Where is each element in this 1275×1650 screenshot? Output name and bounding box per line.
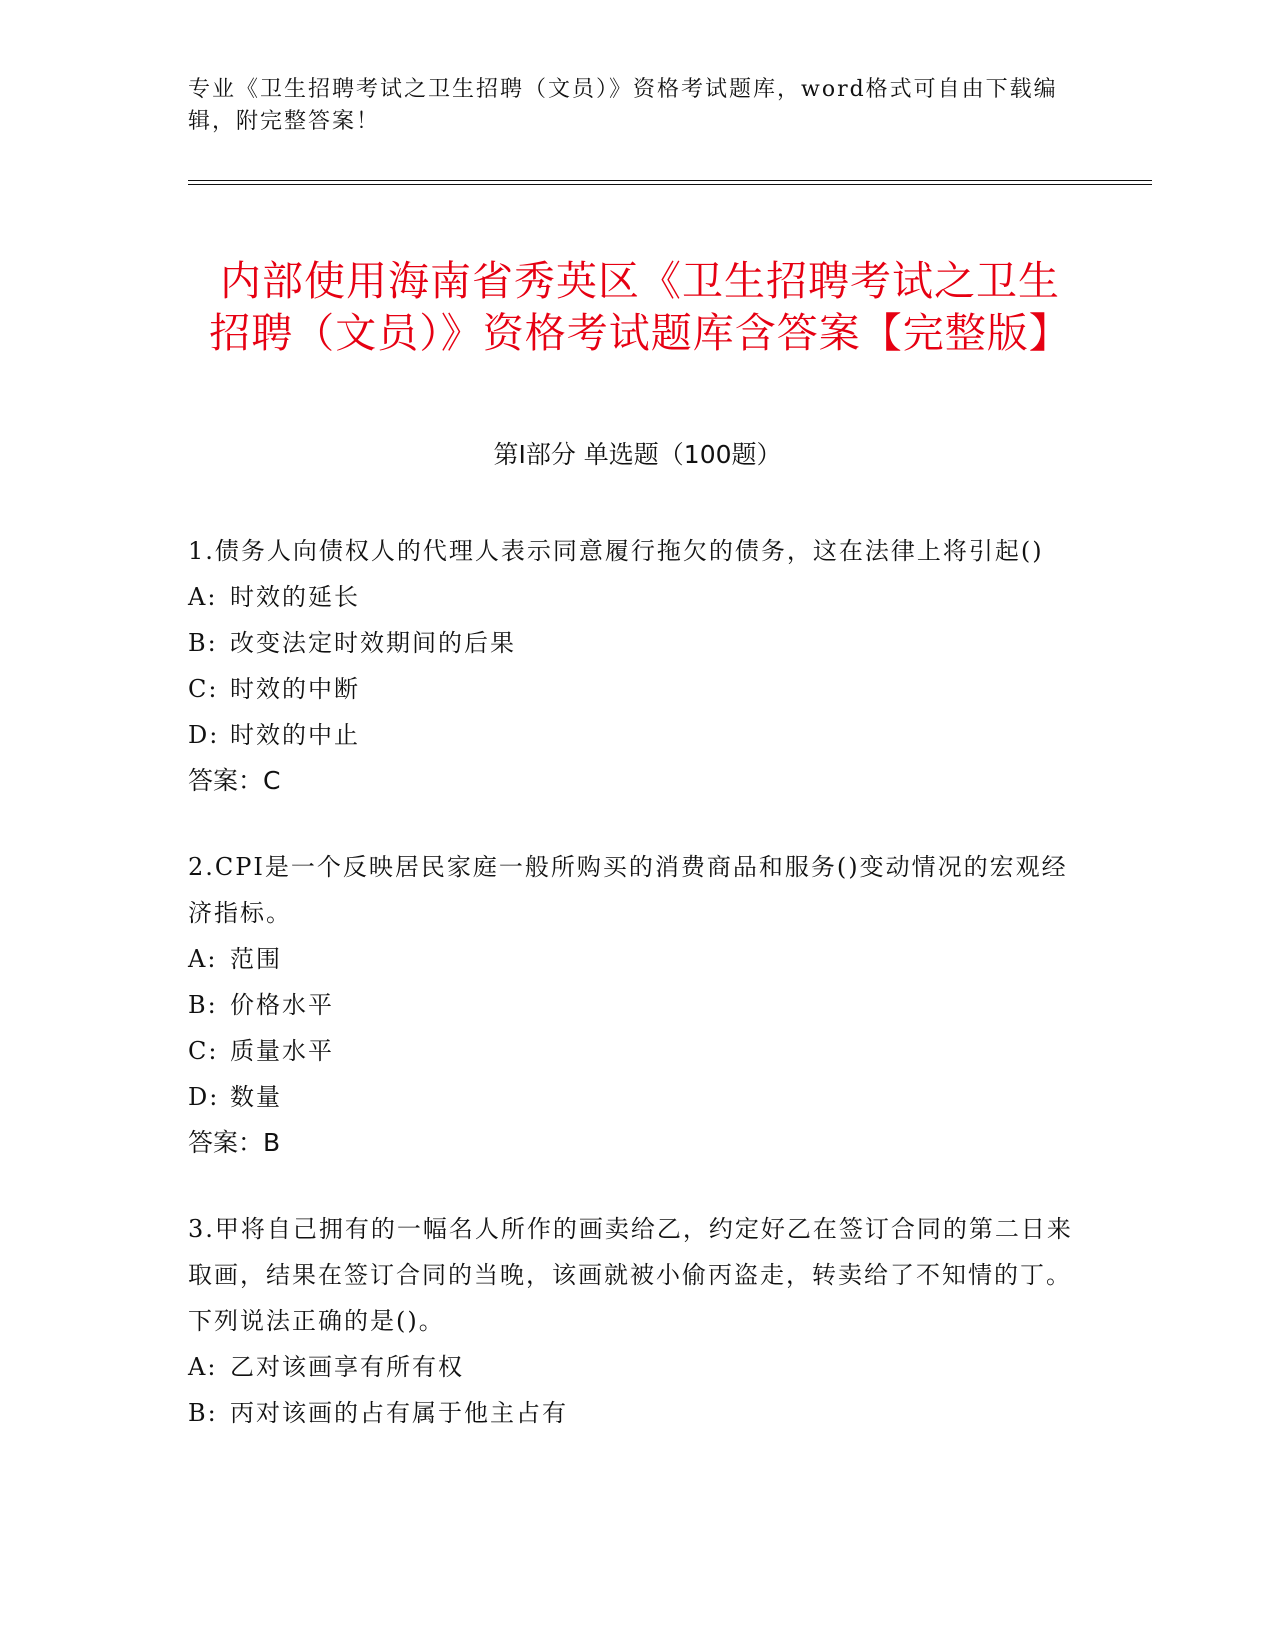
question-1 (188, 528, 1088, 804)
document-title: 内部使用海南省秀英区《卫生招聘考试之卫生招聘（文员）》资格考试题库含答案【完整版】 (209, 257, 1071, 358)
option-text: 改变法定时效期间的后果 (230, 629, 516, 657)
answer-prefix: 答案： (188, 766, 264, 795)
option-key: B: (188, 1399, 218, 1427)
option-text: 质量水平 (230, 1037, 334, 1065)
answer-line (188, 1120, 1088, 1166)
header-rule-top (188, 180, 1152, 181)
option-text: 价格水平 (230, 991, 334, 1019)
option-d (188, 712, 1088, 758)
option-text: 丙对该画的占有属于他主占有 (230, 1399, 568, 1427)
question-text: 2.CPI是一个反映居民家庭一般所购买的消费商品和服务()变动情况的宏观经济指标。 (188, 853, 1068, 927)
option-key: B: (188, 629, 218, 657)
option-c (188, 1028, 1088, 1074)
option-text: 时效的延长 (230, 583, 360, 611)
question-3 (188, 1206, 1088, 1436)
option-key: B: (188, 991, 218, 1019)
answer-value: B (263, 1128, 281, 1157)
option-b (188, 620, 1088, 666)
option-a (188, 936, 1088, 982)
option-c (188, 666, 1088, 712)
question-text: 3.甲将自己拥有的一幅名人所作的画卖给乙，约定好乙在签订合同的第二日来取画，结果在签订合同的当晚，该画就被小偷丙盗走，转卖给了不知情的丁。下列说法正确的是()。 (188, 1215, 1073, 1335)
option-b (188, 982, 1088, 1028)
answer-prefix: 答案： (188, 1128, 264, 1157)
option-text: 乙对该画享有所有权 (230, 1353, 464, 1381)
option-b (188, 1390, 1088, 1436)
question-text: 1.债务人向债权人的代理人表示同意履行拖欠的债务，这在法律上将引起() (188, 537, 1044, 565)
question-2 (188, 844, 1088, 1166)
option-a (188, 1344, 1088, 1390)
option-text: 时效的中断 (230, 675, 360, 703)
option-key: A: (188, 1353, 218, 1381)
header-note: 专业《卫生招聘考试之卫生招聘（文员）》资格考试题库，word格式可自由下载编辑，附完整答案！ (188, 77, 1058, 134)
option-key: C: (188, 1037, 219, 1065)
section-title: 第Ⅰ部分 单选题（100题） (493, 440, 782, 469)
header-rule-bottom (188, 184, 1152, 185)
option-key: A: (188, 583, 218, 611)
option-key: D: (188, 1083, 220, 1111)
option-key: D: (188, 721, 220, 749)
option-text: 数量 (230, 1083, 282, 1111)
question-list (188, 528, 1088, 1476)
option-a (188, 574, 1088, 620)
option-text: 范围 (230, 945, 282, 973)
option-key: A: (188, 945, 218, 973)
answer-value: C (263, 766, 281, 795)
option-text: 时效的中止 (230, 721, 360, 749)
answer-line (188, 758, 1088, 804)
option-d (188, 1074, 1088, 1120)
option-key: C: (188, 675, 219, 703)
